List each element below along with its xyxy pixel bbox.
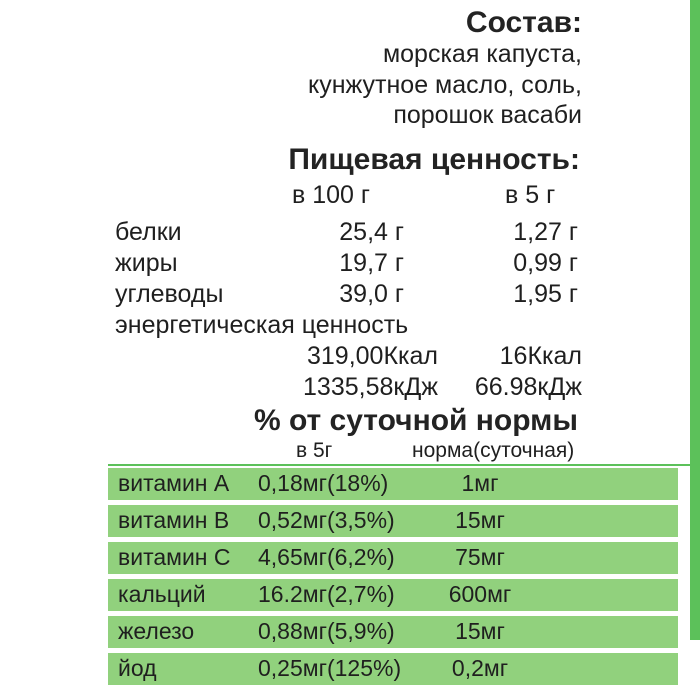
table-row [108, 616, 678, 648]
vitamin-in5: 4,65мг(6,2%) [258, 544, 395, 570]
vitamin-in5: 0,18мг(18%) [258, 470, 389, 496]
energy-kj-5: 66.98кДж [474, 373, 582, 401]
table-row [108, 579, 678, 611]
nutrition-col-5: в 5 г [505, 181, 556, 209]
vitamin-name: витамин В [118, 507, 230, 533]
vitamin-norm: 75мг [455, 544, 505, 570]
energy-kcal-100: 319,00Ккал [306, 342, 438, 370]
nutrition-col-100: в 100 г [292, 181, 371, 209]
composition-line-3: порошок васаби [393, 101, 582, 129]
vitamin-norm: 1мг [461, 470, 499, 496]
mineral-name: кальций [118, 581, 206, 607]
mineral-norm: 600мг [448, 581, 512, 607]
vitamin-norm: 15мг [455, 507, 505, 533]
mineral-in5: 0,25мг(125%) [258, 655, 402, 681]
nutrient-per100: 19,7 г [339, 249, 404, 277]
energy-kj-100: 1335,58кДж [303, 373, 438, 401]
mineral-name: железо [118, 618, 195, 644]
energy-label: энергетическая ценность [115, 311, 409, 339]
daily-col-5: в 5г [296, 439, 333, 462]
nutrient-name: жиры [115, 249, 178, 277]
nutrient-per100: 25,4 г [339, 218, 404, 246]
mineral-name: йод [118, 655, 157, 681]
table-row [108, 542, 678, 574]
green-edge-stripe [690, 0, 700, 640]
energy-kcal-5: 16Ккал [499, 342, 582, 370]
mineral-norm: 15мг [455, 618, 505, 644]
nutrient-name: углеводы [115, 280, 224, 308]
composition-line-1: морская капуста, [382, 40, 582, 68]
composition-line-2: кунжутное масло, соль, [308, 71, 582, 99]
table-row [108, 468, 678, 500]
row-separator [108, 464, 690, 466]
nutrient-per5: 1,95 г [513, 280, 578, 308]
nutrient-per5: 0,99 г [513, 249, 578, 277]
nutrition-title: Пищевая ценность: [288, 143, 580, 176]
composition-title: Состав: [465, 6, 582, 39]
nutrient-per5: 1,27 г [513, 218, 578, 246]
nutrient-name: белки [115, 218, 182, 246]
daily-title: % от суточной нормы [253, 404, 578, 437]
mineral-norm: 0,2мг [451, 655, 509, 681]
vitamin-name: витамин С [118, 544, 231, 570]
table-row [108, 653, 678, 685]
mineral-in5: 16.2мг(2,7%) [258, 581, 395, 607]
table-row [108, 505, 678, 537]
vitamin-name: витамин А [118, 470, 230, 496]
vitamin-in5: 0,52мг(3,5%) [258, 507, 395, 533]
daily-col-norm: норма(суточная) [412, 439, 575, 462]
mineral-in5: 0,88мг(5,9%) [258, 618, 395, 644]
nutrient-per100: 39,0 г [339, 280, 404, 308]
